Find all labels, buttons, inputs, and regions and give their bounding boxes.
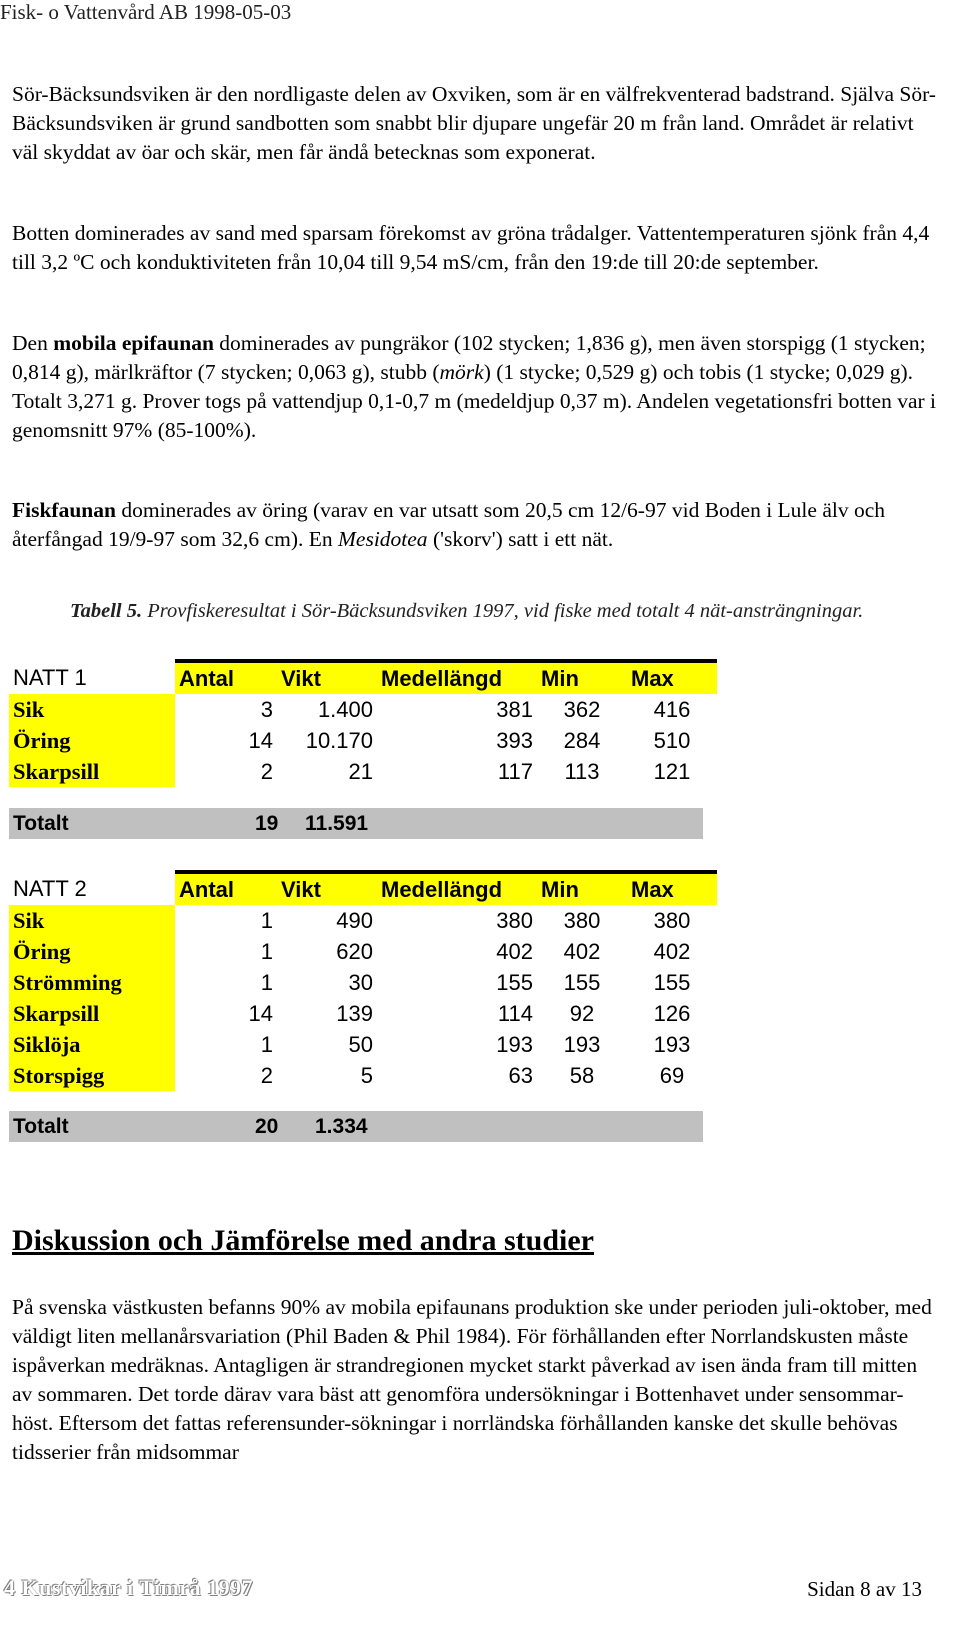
- page-header: Fisk- o Vattenvård AB 1998-05-03: [0, 0, 292, 24]
- table-row: [9, 936, 717, 967]
- species-name: Storspigg: [9, 1060, 175, 1091]
- cell-medellangd: 402: [496, 938, 533, 964]
- total-antal: 19: [255, 812, 279, 835]
- cell-antal: 1: [260, 969, 273, 995]
- table-row: [9, 1060, 717, 1091]
- species-name: Öring: [9, 725, 175, 756]
- term-mork: mörk: [439, 360, 484, 384]
- col-header-max: Max: [627, 872, 717, 905]
- section-heading: Diskussion och Jämförelse med andra studier: [12, 1224, 594, 1257]
- cell-vikt: 21: [348, 758, 373, 784]
- cell-max: 121: [653, 758, 691, 784]
- text-segment: ('skorv') satt i ett nät.: [427, 527, 614, 551]
- cell-min: 380: [563, 907, 601, 933]
- species-name: Öring: [9, 936, 175, 967]
- cell-vikt: 30: [348, 969, 373, 995]
- table-row: [9, 725, 717, 756]
- cell-vikt: 1.400: [317, 696, 373, 722]
- cell-antal: 14: [248, 1000, 273, 1026]
- col-header-medellangd: Medellängd: [377, 872, 537, 905]
- table-header-row: [9, 872, 717, 905]
- cell-vikt: 490: [336, 907, 373, 933]
- total-row-natt1: [9, 808, 703, 839]
- term-mobila-epifaunan: mobila epifaunan: [53, 331, 214, 355]
- cell-antal: 14: [248, 727, 273, 753]
- total-vikt: 1.334: [315, 1115, 368, 1138]
- cell-antal: 1: [260, 938, 273, 964]
- col-header-min: Min: [537, 872, 627, 905]
- col-header-medellangd: Medellängd: [377, 661, 537, 694]
- paragraph-location: Sör-Bäcksundsviken är den nordligaste delen av Oxviken, som är en välfrekventerad badstrand. Själva Sör-Bäcksundsviken är grund sandbotten som snabbt blir djupare ungefär 20 m från land. Området är relativt väl skyddat av öar och skär, men får ändå betecknas som exponerat.: [12, 82, 936, 164]
- cell-max: 416: [653, 696, 691, 722]
- col-header-min: Min: [537, 661, 627, 694]
- species-name: Skarpsill: [9, 756, 175, 787]
- cell-antal: 3: [260, 696, 273, 722]
- cell-min: 155: [563, 969, 601, 995]
- table-row: [9, 967, 717, 998]
- cell-min: 92: [569, 1000, 595, 1026]
- table-natt1: [9, 659, 717, 787]
- cell-medellangd: 155: [496, 969, 533, 995]
- total-antal: 20: [255, 1115, 279, 1138]
- table-caption: [70, 598, 890, 625]
- paragraph-bottom: Botten dominerades av sand med sparsam förekomst av gröna trådalger. Vattentemperaturen sjönk från 4,4 till 3,2 ºC och konduktiviteten från 10,04 till 9,54 mS/cm, från den 19:de till 20:de september.: [12, 221, 930, 274]
- species-name: Siklöja: [9, 1029, 175, 1060]
- cell-min: 402: [563, 938, 601, 964]
- footer-page-number: Sidan 8 av 13: [807, 1577, 922, 1601]
- total-label: Totalt: [13, 812, 69, 835]
- cell-medellangd: 193: [496, 1031, 533, 1057]
- caption-text: Provfiskeresultat i Sör-Bäcksundsviken 1997, vid fiske med totalt 4 nät-ansträngningar.: [142, 600, 864, 622]
- table-row: [9, 905, 717, 936]
- cell-max: 155: [653, 969, 691, 995]
- table-row: [9, 1029, 717, 1060]
- cell-antal: 1: [260, 907, 273, 933]
- table-natt2: [9, 870, 717, 1091]
- paragraph-fiskfauna: [12, 496, 942, 554]
- cell-vikt: 139: [336, 1000, 373, 1026]
- cell-min: 58: [569, 1062, 595, 1088]
- cell-vikt: 5: [360, 1062, 373, 1088]
- caption-label: Tabell 5.: [70, 600, 143, 622]
- cell-antal: 2: [260, 758, 273, 784]
- cell-max: 193: [653, 1031, 691, 1057]
- cell-antal: 2: [260, 1062, 273, 1088]
- text-segment: dominerades av öring (varav en var utsatt som 20,5 cm 12/6-97 vid Boden i Lule älv och återfångad 19/9-97 som 32,6 cm). En: [12, 498, 886, 551]
- cell-vikt: 10.170: [305, 727, 373, 753]
- col-header-vikt: Vikt: [277, 872, 377, 905]
- footer-report-title: 4 Kustvikar i Timrå 1997: [4, 1575, 254, 1600]
- species-name: Strömming: [9, 967, 175, 998]
- cell-medellangd: 114: [497, 1000, 533, 1026]
- text-segment: ) (1 stycke; 0,529 g) och tobis (1 stycke; 0,029 g). Totalt 3,271 g. Prover togs på vattendjup 0,1-0,7 m (medeldjup 0,37 m). Andelen vegetationsfri botten var i genomsnitt 97% (85-100%).: [12, 360, 937, 442]
- table-row: [9, 756, 717, 787]
- total-label: Totalt: [13, 1115, 69, 1138]
- total-vikt: 11.591: [305, 812, 369, 835]
- cell-max: 402: [653, 938, 691, 964]
- term-mesidotea: Mesidotea: [338, 527, 428, 551]
- species-name: Sik: [9, 694, 175, 725]
- cell-vikt: 50: [348, 1031, 373, 1057]
- text-segment: dominerades av pungräkor (102 stycken; 1,836 g), men även storspigg (1 stycken; 0,814 g), märlkräftor (7 stycken; 0,063 g), stubb (: [12, 331, 926, 384]
- col-header-antal: Antal: [175, 661, 277, 694]
- col-header-antal: Antal: [175, 872, 277, 905]
- cell-min: 362: [563, 696, 601, 722]
- cell-min: 284: [563, 727, 601, 753]
- col-header-vikt: Vikt: [277, 661, 377, 694]
- night-label: NATT 2: [13, 875, 87, 901]
- species-name: Skarpsill: [9, 998, 175, 1029]
- paragraph-discussion: På svenska västkusten befanns 90% av mobila epifaunans produktion ske under perioden juli-oktober, med väldigt liten mellanårsvariation (Phil Baden & Phil 1984). För förhållanden efter Norrlandskusten måste ispåverkan medräknas. Antagligen är strandregionen mycket starkt påverkad av isen ända fram till mitten av sommaren. Det torde därav vara bäst att genomföra undersökningar i Bottenhavet under sensommar-höst. Eftersom det fattas referensunder-sökningar i norrländska förhållanden kanske det skulle behövas tidsserier från midsommar: [12, 1295, 932, 1464]
- cell-medellangd: 393: [496, 727, 533, 753]
- col-header-max: Max: [627, 661, 717, 694]
- total-row-natt2: [9, 1111, 703, 1142]
- text-segment: Den: [12, 331, 54, 355]
- term-fiskfaunan: Fiskfaunan: [12, 498, 116, 522]
- cell-medellangd: 117: [497, 758, 533, 784]
- cell-vikt: 620: [336, 938, 373, 964]
- paragraph-epifauna: [12, 329, 942, 445]
- cell-max: 510: [653, 727, 691, 753]
- cell-max: 69: [659, 1062, 685, 1088]
- table-row: [9, 998, 717, 1029]
- night-label: NATT 1: [13, 664, 87, 690]
- table-row: [9, 694, 717, 725]
- cell-medellangd: 381: [496, 696, 533, 722]
- cell-min: 113: [564, 758, 600, 784]
- table-header-row: [9, 661, 717, 694]
- species-name: Sik: [9, 905, 175, 936]
- cell-max: 126: [653, 1000, 691, 1026]
- cell-medellangd: 380: [496, 907, 533, 933]
- cell-min: 193: [563, 1031, 601, 1057]
- cell-antal: 1: [260, 1031, 273, 1057]
- cell-max: 380: [653, 907, 691, 933]
- cell-medellangd: 63: [508, 1062, 533, 1088]
